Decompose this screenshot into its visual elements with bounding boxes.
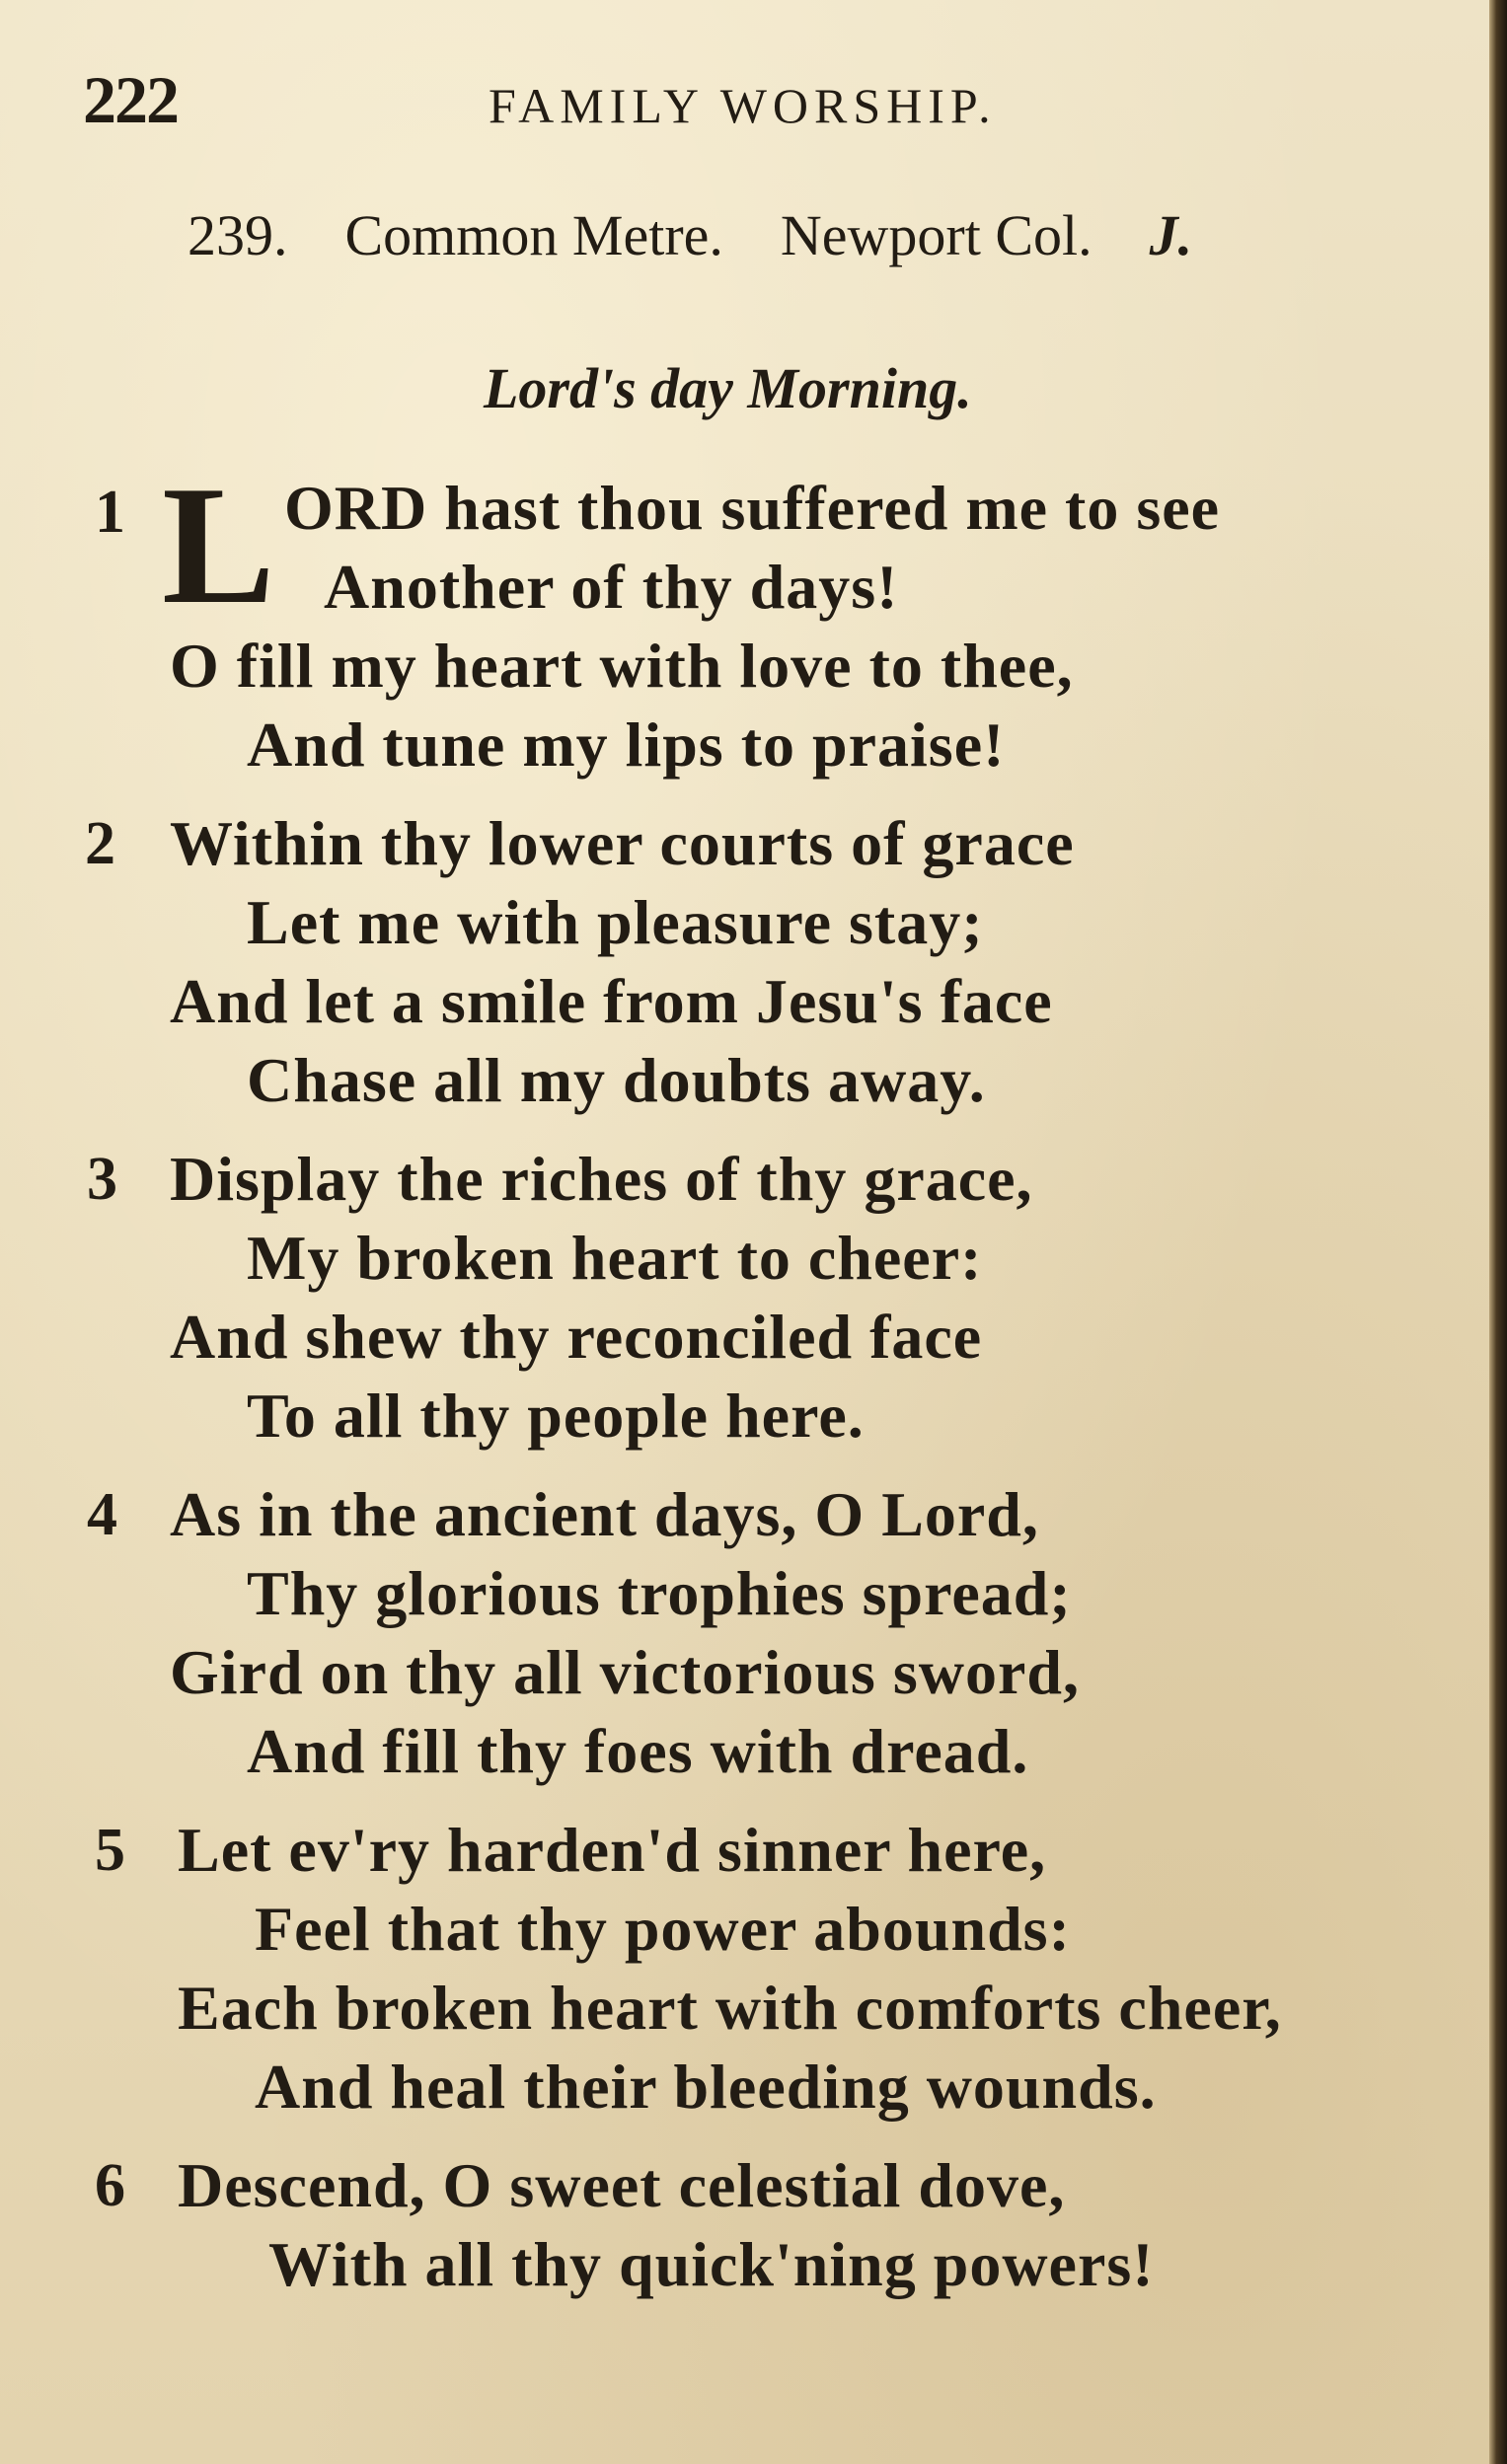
hymn-composer: J. xyxy=(1149,203,1193,267)
verse-line: As in the ancient days, O Lord, xyxy=(170,1479,1039,1549)
hymn-heading xyxy=(188,202,1192,268)
verse-number: 6 xyxy=(95,2152,125,2219)
hymn-metre: Common Metre. xyxy=(344,203,723,267)
verse-line: And fill thy foes with dread. xyxy=(247,1716,1029,1786)
verse-line: And heal their bleeding wounds. xyxy=(255,2052,1157,2122)
drop-cap: L xyxy=(162,452,275,639)
verse-line: My broken heart to cheer: xyxy=(247,1223,983,1293)
verse-line: Let ev'ry harden'd sinner here, xyxy=(178,1815,1047,1885)
verse-line: And tune my lips to praise! xyxy=(247,709,1006,780)
hymn-number: 239. xyxy=(188,203,288,267)
verse-line: O fill my heart with love to thee, xyxy=(170,631,1074,701)
verse-line: Descend, O sweet celestial dove, xyxy=(178,2150,1066,2220)
verse-line: Each broken heart with comforts cheer, xyxy=(178,1973,1282,2043)
verse-line: And let a smile from Jesu's face xyxy=(170,966,1053,1036)
verse-line: To all thy people here. xyxy=(247,1381,865,1451)
hymn-subtitle: Lord's day Morning. xyxy=(484,356,972,420)
verse-number: 5 xyxy=(95,1817,125,1884)
verse-line: With all thy quick'ning powers! xyxy=(268,2229,1155,2299)
verse-line: Within thy lower courts of grace xyxy=(170,808,1075,878)
verse-line: Feel that thy power abounds: xyxy=(255,1894,1071,1964)
verse-number: 1 xyxy=(95,479,125,546)
verse-number: 3 xyxy=(87,1146,117,1213)
verse-line: Let me with pleasure stay; xyxy=(247,887,984,957)
page-number: 222 xyxy=(83,62,178,137)
verse-number: 2 xyxy=(85,810,115,877)
verse-line: ORD hast thou suffered me to see xyxy=(284,473,1221,543)
verse-line: Gird on thy all victorious sword, xyxy=(170,1637,1080,1707)
verse-line: Thy glorious trophies spread; xyxy=(247,1558,1072,1628)
page-edge-shadow xyxy=(1489,0,1507,2464)
hymn-tune: Newport Col. xyxy=(780,203,1093,267)
verse-line: Another of thy days! xyxy=(324,552,899,622)
running-head: FAMILY WORSHIP. xyxy=(489,78,997,133)
verse-number: 4 xyxy=(87,1481,117,1548)
verse-line: Display the riches of thy grace, xyxy=(170,1144,1033,1214)
verse-line: Chase all my doubts away. xyxy=(247,1045,986,1115)
verse-line: And shew thy reconciled face xyxy=(170,1302,983,1372)
